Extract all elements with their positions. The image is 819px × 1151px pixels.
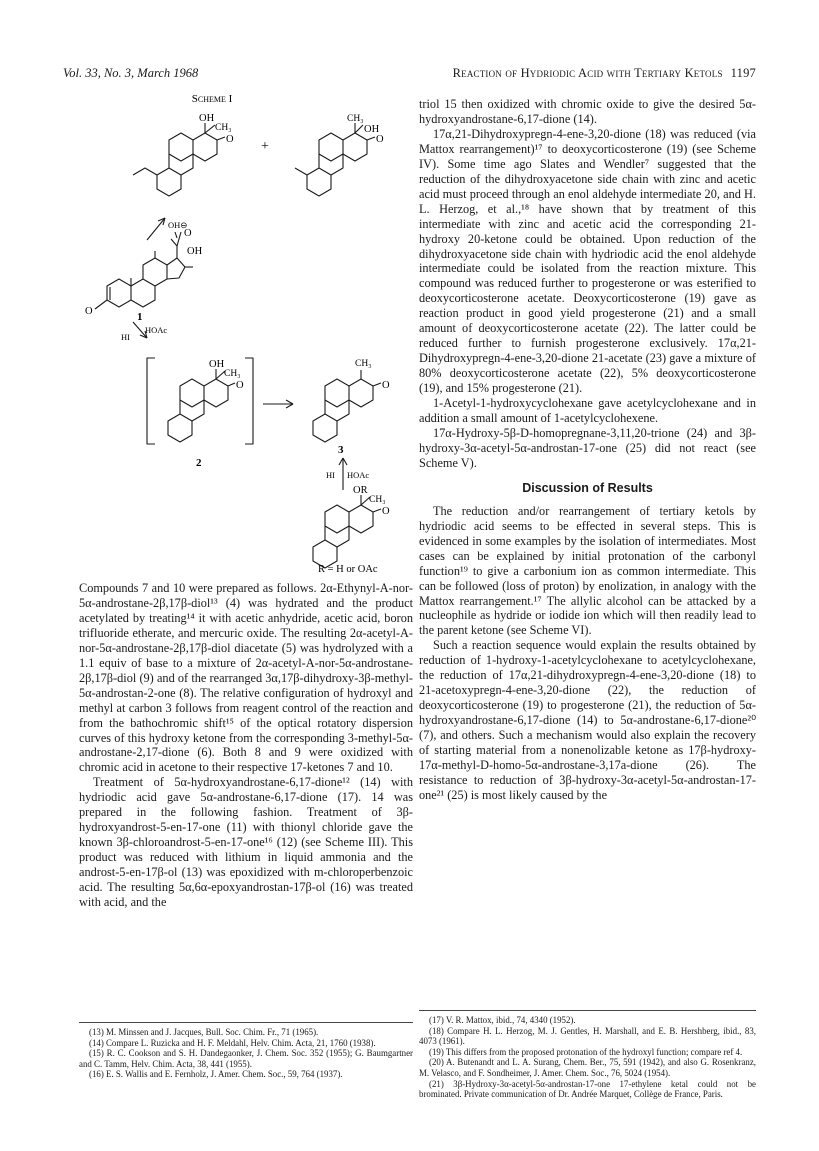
- reagent-label: HI: [326, 470, 335, 480]
- scheme-label-ch3: CH₃: [369, 495, 386, 505]
- footnote: (14) Compare L. Ruzicka and H. F. Meldahl, Helv. Chim. Acta, 21, 1760 (1938).: [89, 1037, 376, 1048]
- scheme-label-o: O: [376, 134, 384, 145]
- footnote: (16) E. S. Wallis and E. Fernholz, J. Amer. Chem. Soc., 59, 764 (1937).: [89, 1069, 343, 1080]
- scheme-label-o: O: [226, 134, 234, 145]
- scheme-label-or: OR: [353, 485, 368, 496]
- footnote-divider: [79, 1022, 413, 1023]
- paragraph: 17α,21-Dihydroxypregn-4-ene-3,20-dione (18) was reduced (via Mattox rearrangement)¹⁷ to deoxycorticosterone (19) (see Scheme IV). Some time ago Slates and Wendler⁷ suggested that the reduction of the dihydroxyacetone side chain with zinc and acetic acid must proceed through an enol aldehyde intermediate 20, and H. L. Herzog, et al.,¹⁸ have shown that by treatment of this intermediate with zinc and acetic acid the corresponding 21-hydroxy 20-ketone could be obtained. Upon reduction of the dihydroxyacetone side chain with hydriodic acid the enol aldehyde intermediate could be isolated from the reaction mixture. This compound was reduced further to progesterone or was esterified to deoxycorticosterone acetate. Deoxycorticosterone (19) gave as reaction product in good yield progesterone (21) and a small amount of deoxycorticosterone acetate (22). The latter could be reduced further to furnish progesterone exclusively. 17α,21-Dihydroxypregn-4-ene-3,20-dione 21-acetate (23) gave a mixture of 80% deoxycorticosterone acetate (22), 5% deoxycorticosterone (19), and 15% progesterone (21).: [419, 126, 756, 396]
- compound-number-1: 1: [137, 311, 143, 323]
- plus-sign: +: [261, 139, 269, 154]
- reagent-label: HI: [121, 332, 130, 342]
- scheme-label-o: O: [382, 506, 390, 517]
- left-column-text: [79, 581, 413, 910]
- scheme-label-oh: OH: [209, 359, 225, 370]
- scheme-label-ch3: CH₃: [224, 369, 241, 379]
- paragraph: Such a reaction sequence would explain the results obtained by reduction of 1-hydroxy-1-acetylcyclohexane to acetylcyclohexane, the reduction of 17α,21-dihydroxypregn-4-ene-3,20-dione (18) to 21-acetoxypregn-4-ene-3,20-dione (22), the reduction of deoxycorticosterone (19) to progesterone (21), the reduction of 5α-hydroxyandrostane-6,17-dione (14) to 5α-androstane-6,17-dione²⁰ (7), and others. Such a mechanism would also explain the recovery of starting material from a nonenolizable ketone as 17β-hydroxy-17α-methyl-D-homo-5α-androstane-3,17a-dione (26). The resistance to reduction of 3β-hydroxy-3α-acetyl-5α-androstan-17-one²¹ (25) is most likely caused by the: [419, 638, 756, 802]
- footnote: (20) A. Butenandt and L. A. Surang, Chem. Ber., 75, 591 (1942), and also G. Rosenkranz, M. Velasco, and F. Sondheimer, J. Amer. Chem. Soc., 76, 5024 (1954).: [419, 1057, 756, 1078]
- scheme-label-ch3: CH₃: [355, 359, 372, 369]
- footnote: (21) 3β-Hydroxy-3α-acetyl-5α-androstan-17-one 17-ethylene ketal could not be brominated. Private communication of Dr. Andrée Marquet, Collège de France, Paris.: [419, 1078, 756, 1100]
- paragraph: 17α-Hydroxy-5β-D-homopregnane-3,11,20-trione (24) and 3β-hydroxy-3α-acetyl-5α-androstan-17-one (25) did not react (see Scheme V).: [419, 425, 756, 470]
- right-footnotes: [419, 1015, 756, 1100]
- base-reagent-label: OH⊖: [168, 220, 188, 230]
- scheme-label-ch3: CH₃: [215, 123, 232, 133]
- paragraph: Compounds 7 and 10 were prepared as follows. 2α-Ethynyl-A-nor-5α-androstane-2β,17β-diol¹³ (4) was hydrated and the product acetylated by treating¹⁴ it with acetic anhydride, acetic acid, boron trifluoride etherate, and mercuric oxide. The resulting 2α-acetyl-A-nor-5α-androstane-2β,17β-diol diacetate (5) was hydrolyzed with a 1.1 equiv of base to a mixture of 2α-acetyl-A-nor-5α-androstane-2β,17β-diol (9) and of the rearranged 3α,17β-dihydroxy-3β-methyl-5α-androstan-2-one (8). The relative configuration of hydroxyl and methyl at carbon 3 follows from reagent control of the reaction and from the bathochromic shift¹⁵ of the optical rotatory dispersion curves of this hydroxy ketone from the corresponding 3-methyl-5α-androstane-2,17-dione (6). Both 8 and 9 were oxidized with chromic acid in acetone to their respective 17-ketones 7 and 10.: [79, 581, 413, 775]
- footnote: (15) R. C. Cookson and S. H. Dandegaonker, J. Chem. Soc. 352 (1955); G. Baumgartner and C. Tamm, Helv. Chim. Acta, 38, 441 (1955).: [79, 1048, 413, 1069]
- right-column-text: [419, 97, 756, 803]
- article-short-title: Reaction of Hydriodic Acid with Tertiary Ketols: [452, 66, 723, 80]
- scheme-label-oh: OH: [199, 113, 215, 124]
- scheme-title: Scheme I: [191, 94, 233, 105]
- footnote: (17) V. R. Mattox, ibid., 74, 4340 (1952).: [429, 1015, 576, 1025]
- reagent-label: HOAc: [145, 325, 168, 335]
- footnote: (18) Compare H. L. Herzog, M. J. Gentles, H. Marshall, and E. B. Hershberg, ibid., 83, 4073 (1961).: [419, 1025, 756, 1047]
- paragraph: The reduction and/or rearrangement of tertiary ketols by hydriodic acid seems to be effected in several steps. This is evidenced in some examples by the isolation of intermediates. Most cases can be explained by initial protonation of the carbonyl function¹⁹ to give a carbonium ion as common intermediate. This can be followed (loss of proton) by enolization, in analogy with the Mattox rearrangement.¹⁷ The allylic alcohol can be attacked by a nucleophile as hydride or iodide ion which will then readily lead to the parent ketone (see Scheme VI).: [419, 503, 756, 638]
- running-header-title: [453, 66, 756, 81]
- compound-number-2: 2: [196, 457, 202, 469]
- scheme-label-o: O: [382, 380, 390, 391]
- footnote: (13) M. Minssen and J. Jacques, Bull. Soc. Chim. Fr., 71 (1965).: [89, 1027, 319, 1037]
- paragraph: Treatment of 5α-hydroxyandrostane-6,17-dione¹² (14) with hydriodic acid gave 5α-androstane-6,17-dione (17). 14 was prepared in the following fashion. Treatment of 3β-hydroxyandrost-5-en-17-one (11) with thionyl chloride gave the known 3β-chloroandrost-5-en-17-one¹⁶ (12) (see Scheme III). This product was reduced with lithium in liquid ammonia and the androst-5-en-17β-ol (13) was epoxidized with m-chloroperbenzoic acid. The resulting 5α,6α-epoxyandrostan-17β-ol (16) was treated with acid, and the: [79, 775, 413, 910]
- running-header-journal: Vol. 33, No. 3, March 1968: [63, 66, 199, 80]
- compound-number-3: 3: [338, 444, 344, 456]
- scheme-label-ch3: CH₃: [347, 114, 364, 124]
- scheme-label-oh: OH: [364, 124, 380, 135]
- paragraph: 1-Acetyl-1-hydroxycyclohexane gave acetylcyclohexane and in addition a small amount of 1-acetylcyclohexene.: [419, 396, 756, 426]
- scheme-label-o: O: [184, 228, 192, 239]
- section-heading: Discussion of Results: [522, 480, 653, 495]
- left-footnotes: [79, 1027, 413, 1080]
- r-definition: R = H or OAc: [318, 564, 378, 574]
- scheme-label-o: O: [85, 306, 93, 317]
- scheme-label-o: O: [236, 380, 244, 391]
- scheme-1-figure: [85, 94, 411, 574]
- footnote: (19) This differs from the proposed protonation of the hydroxyl function; compare ref 4.: [429, 1046, 743, 1057]
- scheme-label-oh: OH: [187, 246, 203, 257]
- footnote-divider: [419, 1010, 756, 1011]
- page-number: 1197: [730, 66, 756, 80]
- reagent-label: HOAc: [347, 470, 370, 480]
- paragraph: triol 15 then oxidized with chromic oxide to give the desired 5α-hydroxyandrostane-6,17-dione (14).: [419, 97, 756, 126]
